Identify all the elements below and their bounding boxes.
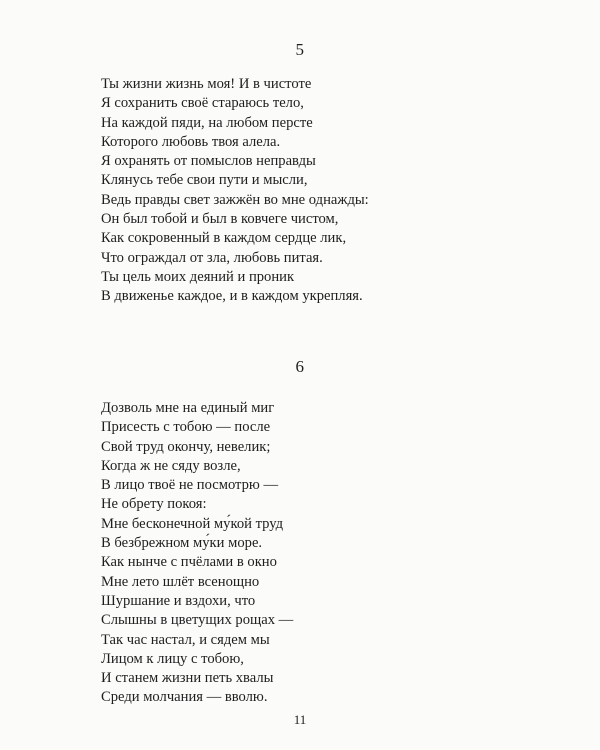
poem-line: Я охранять от помыслов неправды — [101, 153, 316, 170]
poem-line: Присесть с тобою — после — [101, 419, 271, 436]
poem-line: Не обрету покоя: — [101, 496, 207, 513]
poem-line: И станем жизни петь хвалы — [101, 670, 274, 687]
poem-line: Как нынче с пчёлами в окно — [101, 554, 277, 571]
poem-line: Так час настал, и сядем мы — [101, 631, 270, 648]
poem-line: В безбрежном му́ки море. — [101, 535, 263, 552]
poem-line: Шуршание и вздохи, что — [101, 592, 256, 609]
poem-line: Лицом к лицу с тобою, — [101, 650, 244, 667]
page-number: 11 — [293, 712, 307, 727]
poem-number: 6 — [295, 357, 305, 376]
poem-line: Ведь правды свет зажжён во мне однажды: — [101, 191, 369, 208]
poem-line: Слышны в цветущих рощах — — [101, 612, 294, 629]
poem-line: Я сохранить своё стараюсь тело, — [101, 95, 304, 112]
poem-line: Как сокровенный в каждом сердце лик, — [101, 230, 347, 247]
poem-line: Мне лето шлёт всенощно — [101, 573, 260, 590]
poem-line: Ты цель моих деяний и проник — [101, 268, 295, 285]
poem-line: В движенье каждое, и в каждом укрепляя. — [101, 288, 363, 305]
poem-line: На каждой пяди, на любом персте — [101, 114, 313, 131]
poem-number: 5 — [295, 40, 305, 59]
poem-line: Которого любовь твоя алела. — [101, 133, 281, 150]
poem-line: Свой труд окончу, невелик; — [101, 438, 271, 455]
poem-line: Ты жизни жизнь моя! И в чистоте — [101, 76, 312, 92]
poem-line: Что ограждал от зла, любовь питая. — [101, 249, 323, 266]
poem-line: Среди молчания — вволю. — [101, 689, 268, 706]
poem-stanza — [101, 399, 293, 708]
poem-line: Он был тобой и был в ковчеге чистом, — [101, 211, 339, 228]
poem-line: В лицо твоё не посмотрю — — [101, 477, 279, 494]
poem-stanza — [101, 75, 369, 307]
poem-line: Клянусь тебе свои пути и мысли, — [101, 172, 308, 189]
poem-line: Дозволь мне на единый миг — [101, 400, 275, 416]
poem-line: Когда ж не сяду возле, — [101, 457, 241, 474]
poem-line: Мне бесконечной му́кой труд — [101, 515, 284, 532]
